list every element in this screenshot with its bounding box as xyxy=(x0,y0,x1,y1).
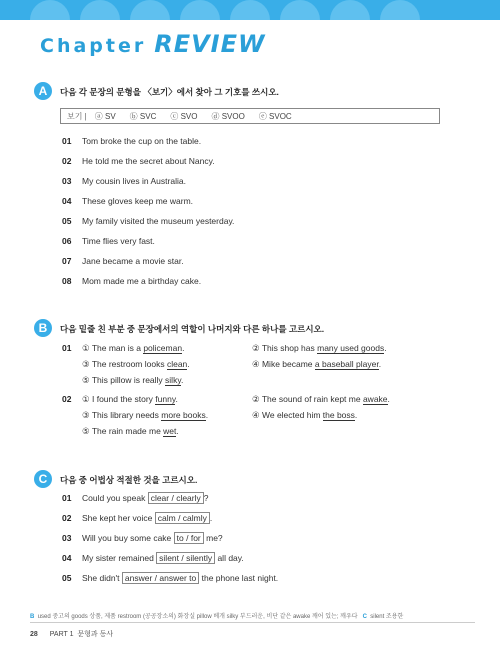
item-number: 05 xyxy=(62,216,72,226)
list-item xyxy=(62,276,201,286)
underlined-phrase: the boss xyxy=(322,410,355,420)
item-number: 02 xyxy=(62,156,72,166)
page-number: 28 xyxy=(30,631,38,638)
underlined-phrase: more books xyxy=(161,410,206,420)
question-number: 01 xyxy=(62,343,72,353)
underlined-phrase: funny xyxy=(155,394,176,404)
example-box-label: 보기 | xyxy=(67,111,87,121)
top-decorative-band xyxy=(0,0,500,20)
item-number: 08 xyxy=(62,276,72,286)
vocab-c-key: C xyxy=(362,614,367,620)
vocab-b-text: used 중고의 goods 상품, 제품 restroom (공공장소의) 화장실 pillow 베개 silky 부드러운, 비단 같은 awake 깨어 있는; 깨우다 xyxy=(37,614,358,620)
list-item: 04 My sister remained silent / silently all day. xyxy=(62,553,244,563)
list-item xyxy=(62,136,201,146)
choice-box: calm / calmly xyxy=(155,512,210,524)
choice-box: answer / answer to xyxy=(122,572,199,584)
item-text: Time flies very fast. xyxy=(82,236,155,246)
part-label: PART 1 xyxy=(49,631,74,638)
section-b-badge: B xyxy=(34,319,52,337)
list-item: 03 Will you buy some cake to / for me? xyxy=(62,533,223,543)
item-text: Tom broke the cup on the table. xyxy=(82,136,202,146)
option-3: ③ The restroom looks clean. xyxy=(82,359,190,369)
option-2: ② The sound of rain kept me awake. xyxy=(252,394,390,404)
footer-divider xyxy=(30,622,475,623)
list-item xyxy=(62,216,234,226)
option-3: ③ This library needs more books. xyxy=(82,410,209,420)
section-b-instruction: 다음 밑줄 친 부분 중 문장에서의 역할이 나머지와 다른 하나를 고르시오. xyxy=(60,324,325,334)
section-a-badge: A xyxy=(34,82,52,100)
list-item xyxy=(62,176,186,186)
option-svc: ⓑ SVC xyxy=(129,111,157,121)
option-5: ⑤ This pillow is really silky. xyxy=(82,375,184,385)
item-text: These gloves keep me warm. xyxy=(82,196,194,206)
item-text: Mom made me a birthday cake. xyxy=(82,276,202,286)
item-number: 04 xyxy=(62,196,72,206)
page-footer xyxy=(30,629,113,639)
wave-pattern-icon xyxy=(0,0,500,20)
list-item: 01 Could you speak clear / clearly ? xyxy=(62,493,209,503)
option-sv: ⓐ SV xyxy=(94,111,116,121)
list-item xyxy=(62,196,193,206)
underlined-phrase: awake xyxy=(362,394,388,404)
item-text: He told me the secret about Nancy. xyxy=(82,156,215,166)
example-box xyxy=(60,108,440,124)
option-svo: ⓒ SVO xyxy=(170,111,198,121)
list-item xyxy=(62,156,215,166)
list-item xyxy=(62,256,184,266)
underlined-phrase: wet xyxy=(163,426,177,436)
option-4: ④ Mike became a baseball player. xyxy=(252,359,382,369)
choice-box: clear / clearly xyxy=(148,492,204,504)
page-title xyxy=(40,30,265,58)
vocab-c-text: silent 조용한 xyxy=(370,614,404,620)
option-svoo: ⓓ SVOO xyxy=(211,111,245,121)
section-c-instruction: 다음 중 어법상 적절한 것을 고르시오. xyxy=(60,475,198,485)
section-a-instruction: 다음 각 문장의 문형을 〈보기〉에서 찾아 그 기호를 쓰시오. xyxy=(60,87,279,97)
option-1: ① I found the story funny. xyxy=(82,394,178,404)
vocab-b-key: B xyxy=(30,614,35,620)
underlined-phrase: a baseball player xyxy=(314,359,379,369)
choice-box: to / for xyxy=(174,532,204,544)
item-number: 01 xyxy=(62,136,72,146)
list-item: 05 She didn't answer / answer to the phone last night. xyxy=(62,573,279,583)
underlined-phrase: silky xyxy=(165,375,181,385)
item-text: My family visited the museum yesterday. xyxy=(82,216,235,226)
list-item: 02 She kept her voice calm / calmly . xyxy=(62,513,213,523)
option-1: ① The man is a policeman. xyxy=(82,343,185,353)
item-text: Jane became a movie star. xyxy=(82,256,184,266)
choice-box: silent / silently xyxy=(156,552,215,564)
item-number: 03 xyxy=(62,176,72,186)
underlined-phrase: clean xyxy=(166,359,188,369)
option-4: ④ We elected him the boss. xyxy=(252,410,358,420)
vocabulary-note xyxy=(30,611,403,620)
question-number: 02 xyxy=(62,394,72,404)
list-item xyxy=(62,236,155,246)
underlined-phrase: policeman xyxy=(143,343,183,353)
section-c-badge: C xyxy=(34,470,52,488)
chapter-label: 문형과 동사 xyxy=(77,631,114,638)
option-svoc: ⓔ SVOC xyxy=(258,111,292,121)
item-number: 07 xyxy=(62,256,72,266)
item-text: My cousin lives in Australia. xyxy=(82,176,186,186)
title-main: REVIEW xyxy=(154,30,266,58)
item-number: 06 xyxy=(62,236,72,246)
option-2: ② This shop has many used goods. xyxy=(252,343,387,353)
option-5: ⑤ The rain made me wet. xyxy=(82,426,179,436)
title-prefix: Chapter xyxy=(40,35,147,57)
underlined-phrase: many used goods xyxy=(317,343,385,353)
